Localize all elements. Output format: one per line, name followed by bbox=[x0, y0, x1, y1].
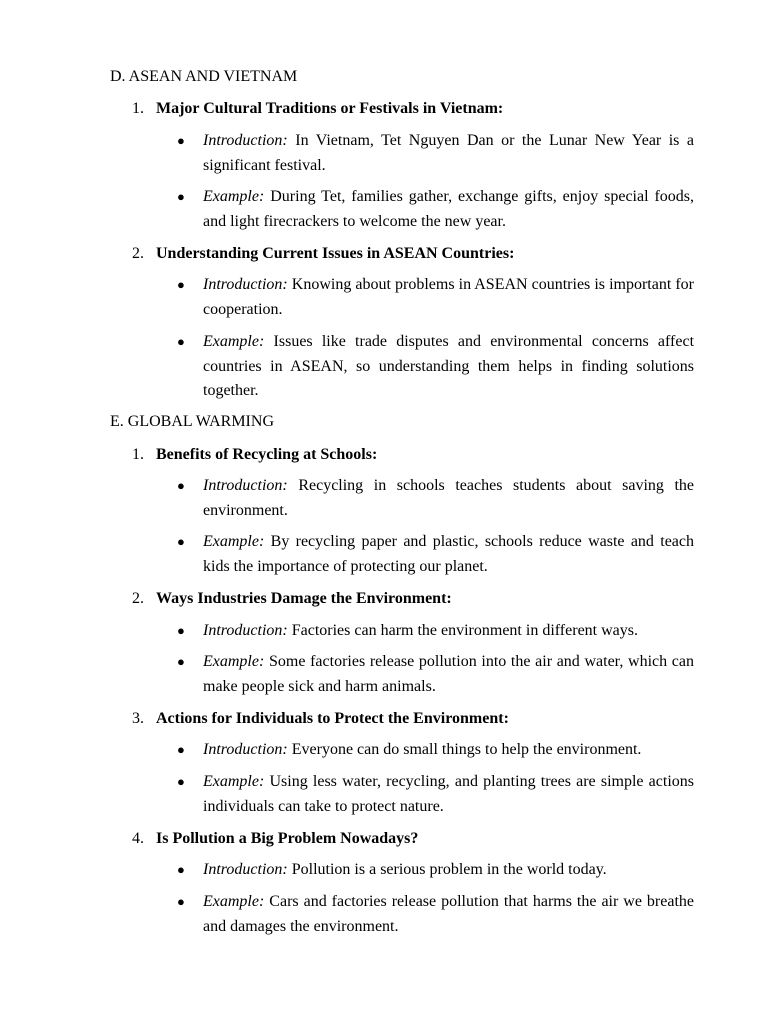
bullet-icon: ● bbox=[177, 478, 185, 493]
numbered-item bbox=[132, 827, 418, 851]
bullet-icon: ● bbox=[177, 334, 185, 349]
bullet-text: Knowing about problems in ASEAN countries is important for cooperation. bbox=[203, 276, 695, 318]
item-title: Understanding Current Issues in ASEAN Countries: bbox=[156, 245, 515, 262]
bullet-text: Pollution is a serious problem in the world today. bbox=[291, 861, 607, 878]
item-title: Actions for Individuals to Protect the Environment: bbox=[156, 710, 509, 727]
bullet-label: Example: bbox=[203, 188, 265, 205]
numbered-item bbox=[132, 97, 503, 121]
bullet-item bbox=[177, 129, 694, 178]
item-title: Is Pollution a Big Problem Nowadays? bbox=[156, 830, 419, 847]
item-title: Major Cultural Traditions or Festivals in Vietnam: bbox=[156, 100, 504, 117]
bullet-label: Example: bbox=[203, 653, 265, 670]
bullet-label: Introduction: bbox=[203, 477, 288, 494]
bullet-item bbox=[177, 770, 694, 819]
item-number: 1. bbox=[132, 446, 144, 463]
bullet-label: Example: bbox=[203, 533, 265, 550]
bullet-item bbox=[177, 738, 694, 763]
bullet-text: Issues like trade disputes and environmental concerns affect countries in ASEAN, so understanding them helps in finding solutions together. bbox=[203, 333, 695, 399]
bullet-text: Everyone can do small things to help the environment. bbox=[291, 741, 642, 758]
bullet-label: Example: bbox=[203, 893, 265, 910]
bullet-text: Cars and factories release pollution that harms the air we breathe and damages the environment. bbox=[203, 893, 695, 935]
numbered-item bbox=[132, 707, 509, 731]
bullet-item bbox=[177, 890, 694, 939]
bullet-item bbox=[177, 530, 694, 579]
bullet-text: Using less water, recycling, and planting trees are simple actions individuals can take to protect nature. bbox=[203, 773, 695, 815]
bullet-icon: ● bbox=[177, 654, 185, 669]
item-number: 1. bbox=[132, 100, 144, 117]
item-number: 2. bbox=[132, 590, 144, 607]
bullet-label: Example: bbox=[203, 333, 265, 350]
bullet-icon: ● bbox=[177, 862, 185, 877]
bullet-item bbox=[177, 185, 694, 234]
bullet-item bbox=[177, 474, 694, 523]
bullet-item bbox=[177, 858, 694, 883]
item-title: Ways Industries Damage the Environment: bbox=[156, 590, 452, 607]
bullet-text: By recycling paper and plastic, schools reduce waste and teach kids the importance of protecting our planet. bbox=[203, 533, 695, 575]
bullet-icon: ● bbox=[177, 894, 185, 909]
bullet-icon: ● bbox=[177, 534, 185, 549]
bullet-item bbox=[177, 273, 694, 322]
item-number: 4. bbox=[132, 830, 144, 847]
numbered-item bbox=[132, 587, 452, 611]
item-number: 2. bbox=[132, 245, 144, 262]
bullet-label: Example: bbox=[203, 773, 265, 790]
bullet-label: Introduction: bbox=[203, 276, 288, 293]
bullet-label: Introduction: bbox=[203, 132, 288, 149]
numbered-item bbox=[132, 443, 377, 467]
bullet-icon: ● bbox=[177, 277, 185, 292]
section-heading-e: E. GLOBAL WARMING bbox=[110, 413, 274, 430]
bullet-text: Some factories release pollution into the air and water, which can make people sick and harm animals. bbox=[203, 653, 694, 695]
bullet-icon: ● bbox=[177, 189, 185, 204]
numbered-item bbox=[132, 242, 514, 266]
bullet-item bbox=[177, 650, 694, 699]
bullet-label: Introduction: bbox=[203, 741, 288, 758]
bullet-item bbox=[177, 619, 694, 644]
bullet-text: Recycling in schools teaches students about saving the environment. bbox=[203, 477, 695, 519]
bullet-label: Introduction: bbox=[203, 622, 288, 639]
bullet-text: During Tet, families gather, exchange gifts, enjoy special foods, and light firecrackers to welcome the new year. bbox=[203, 188, 695, 230]
bullet-label: Introduction: bbox=[203, 861, 288, 878]
item-number: 3. bbox=[132, 710, 144, 727]
item-title: Benefits of Recycling at Schools: bbox=[156, 446, 378, 463]
bullet-icon: ● bbox=[177, 742, 185, 757]
bullet-icon: ● bbox=[177, 623, 185, 638]
bullet-text: Factories can harm the environment in different ways. bbox=[291, 622, 638, 639]
bullet-icon: ● bbox=[177, 133, 185, 148]
section-heading-d: D. ASEAN AND VIETNAM bbox=[110, 68, 298, 85]
bullet-item bbox=[177, 330, 694, 404]
bullet-icon: ● bbox=[177, 774, 185, 789]
bullet-text: In Vietnam, Tet Nguyen Dan or the Lunar New Year is a significant festival. bbox=[203, 132, 694, 174]
